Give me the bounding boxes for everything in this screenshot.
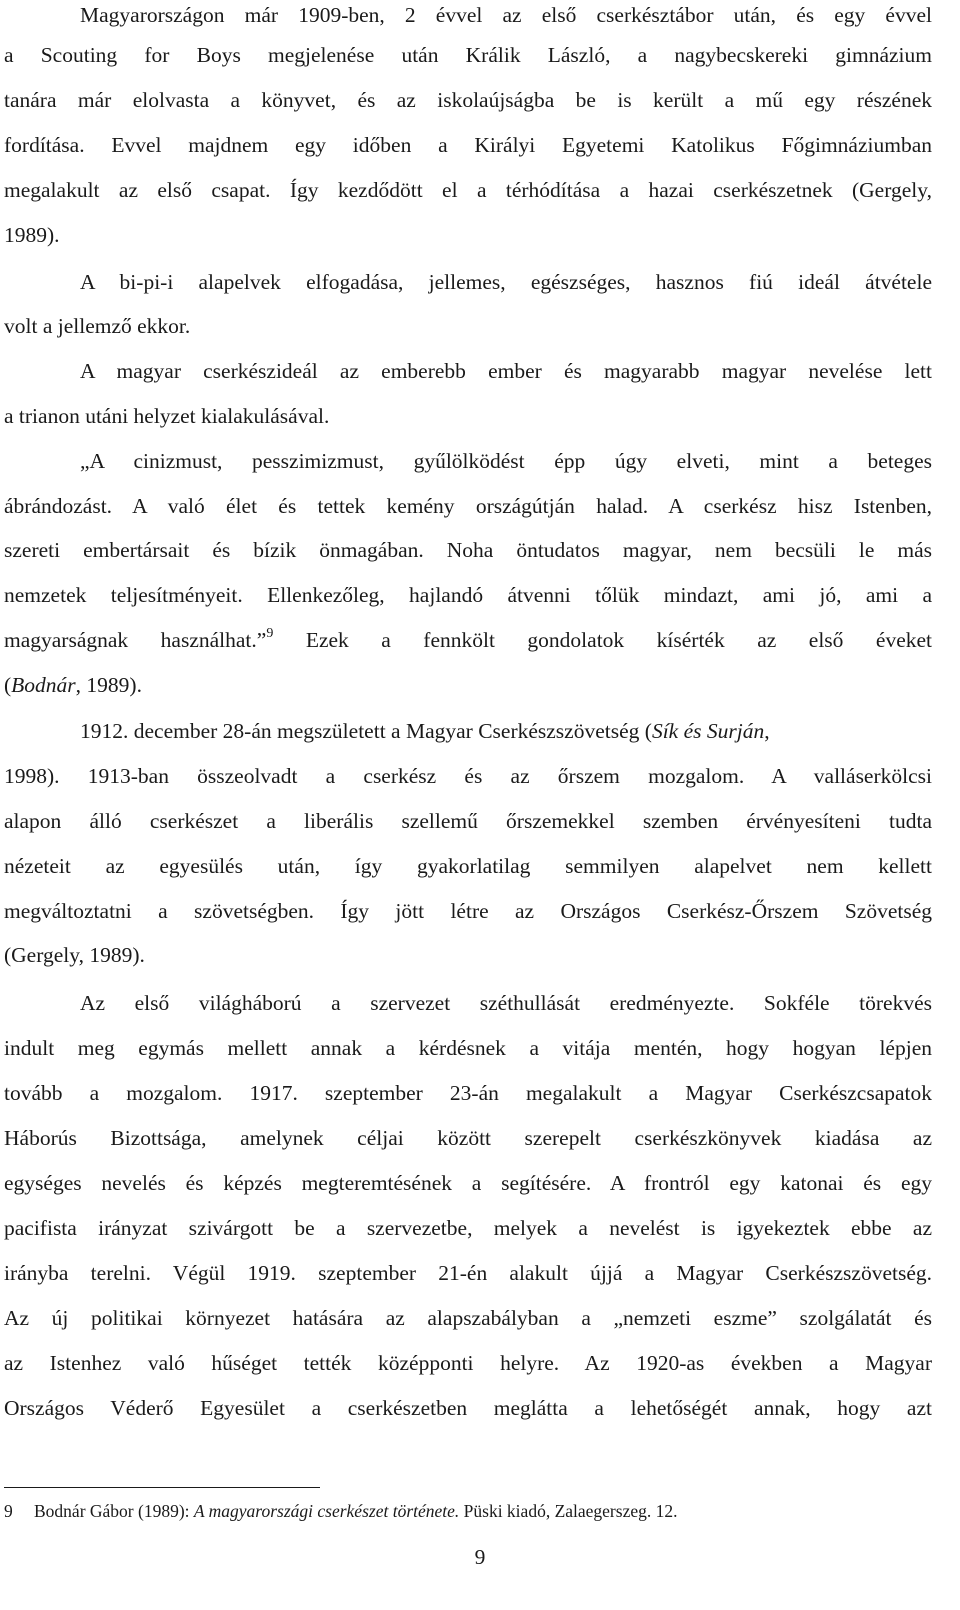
- text-line: [80, 716, 932, 746]
- citation-author: Bodnár: [11, 673, 76, 697]
- text-line: A bi-pi-i alapelvek elfogadása, jellemes, egészséges, hasznos fiú ideál átvétele: [80, 270, 932, 294]
- footnote-text: Bodnár Gábor (1989):: [34, 1501, 194, 1521]
- text-segment: Ezek a fennkölt gondolatok kísérték az első éveket: [305, 628, 933, 652]
- text-segment: 1912. december 28-án megszületett a Magyar Cserkészszövetség (: [80, 719, 652, 743]
- text-line: megváltoztatni a szövetségben. Így jött létre az Országos Cserkész-Őrszem Szövetség: [4, 899, 932, 923]
- text-line: Magyarországon már 1909-ben, 2 évvel az első cserkésztábor után, és egy évvel: [80, 3, 932, 27]
- citation-author: Sík és Surján: [651, 719, 765, 743]
- quote-line: „A cinizmust, pesszimizmust, gyűlölködést épp úgy elveti, mint a beteges: [80, 449, 932, 473]
- footnote-title: A magyarországi cserkészet története.: [193, 1501, 460, 1521]
- quote-line: nemzetek teljesítményeit. Ellenkezőleg, hajlandó átvenni tőlük mindazt, ami jó, ami a: [4, 583, 932, 607]
- text-line: egységes nevelés és képzés megteremtésének a segítésére. A frontról egy katonai és egy: [4, 1171, 932, 1195]
- text-segment: (: [4, 673, 12, 697]
- text-line: Az első világháború a szervezet széthullását eredményezte. Sokféle törekvés: [80, 991, 932, 1015]
- footnote-reference: 9: [266, 626, 274, 641]
- text-line: Háborús Bizottsága, amelynek céljai között szerepelt cserkészkönyvek kiadása az: [4, 1126, 932, 1150]
- text-line: megalakult az első csapat. Így kezdődött el a térhódítása a hazai cserkészetnek (Gergely,: [4, 178, 932, 202]
- footnote-number: 9: [4, 1501, 13, 1521]
- text-line: 1989).: [4, 223, 60, 247]
- text-line: tovább a mozgalom. 1917. szeptember 23-án megalakult a Magyar Cserkészcsapatok: [4, 1081, 932, 1105]
- text-line: Az új politikai környezet hatására az alapszabályban a „nemzeti eszme” szolgálatát és: [4, 1306, 932, 1330]
- text-line: 1998). 1913-ban összeolvadt a cserkész és az őrszem mozgalom. A valláserkölcsi: [4, 764, 932, 788]
- footnote-separator: [4, 1487, 320, 1488]
- text-line: [4, 670, 932, 700]
- footnote-text: Püski kiadó, Zalaegerszeg. 12.: [459, 1501, 678, 1521]
- text-line: volt a jellemző ekkor.: [4, 314, 191, 338]
- text-line: a trianon utáni helyzet kialakulásával.: [4, 404, 330, 428]
- footnote: [4, 1498, 677, 1524]
- text-line: indult meg egymás mellett annak a kérdésnek a vitája mentén, hogy hogyan lépjen: [4, 1036, 932, 1060]
- text-line: a Scouting for Boys megjelenése után Králik László, a nagybecskereki gimnázium: [4, 43, 932, 67]
- page-number: 9: [474, 1545, 486, 1569]
- text-segment: , 1989).: [75, 673, 142, 697]
- text-line: az Istenhez való hűséget tették középponti helyre. Az 1920-as években a Magyar: [4, 1351, 932, 1375]
- text-line-with-footnote: [4, 625, 932, 659]
- text-segment: ,: [764, 719, 770, 743]
- text-line: (Gergely, 1989).: [4, 943, 145, 967]
- text-line: A magyar cserkészideál az emberebb ember és magyarabb magyar nevelése lett: [80, 359, 932, 383]
- text-line: nézeteit az egyesülés után, így gyakorlatilag semmilyen alapelvet nem kellett: [4, 854, 932, 878]
- quote-line: ábrándozást. A való élet és tettek kemény országútján halad. A cserkész hisz Istenben,: [4, 494, 932, 518]
- text-line: pacifista irányzat szivárgott be a szervezetbe, melyek a nevelést is igyekeztek ebbe az: [4, 1216, 932, 1240]
- text-line: alapon álló cserkészet a liberális szellemű őrszemekkel szemben érvényesíteni tudta: [4, 809, 932, 833]
- quote-end: magyarságnak használhat.”: [4, 628, 267, 652]
- quote-line: szereti embertársait és bízik önmagában. Noha öntudatos magyar, nem becsüli le más: [4, 538, 932, 562]
- text-line: Országos Véderő Egyesület a cserkészetben meglátta a lehetőségét annak, hogy azt: [4, 1396, 932, 1420]
- text-line: fordítása. Evvel majdnem egy időben a Királyi Egyetemi Katolikus Főgimnáziumban: [4, 133, 932, 157]
- text-line: irányba terelni. Végül 1919. szeptember 21-én alakult újjá a Magyar Cserkészszövetség.: [4, 1261, 932, 1285]
- text-line: tanára már elolvasta a könyvet, és az iskolaújságba be is került a mű egy részének: [4, 88, 932, 112]
